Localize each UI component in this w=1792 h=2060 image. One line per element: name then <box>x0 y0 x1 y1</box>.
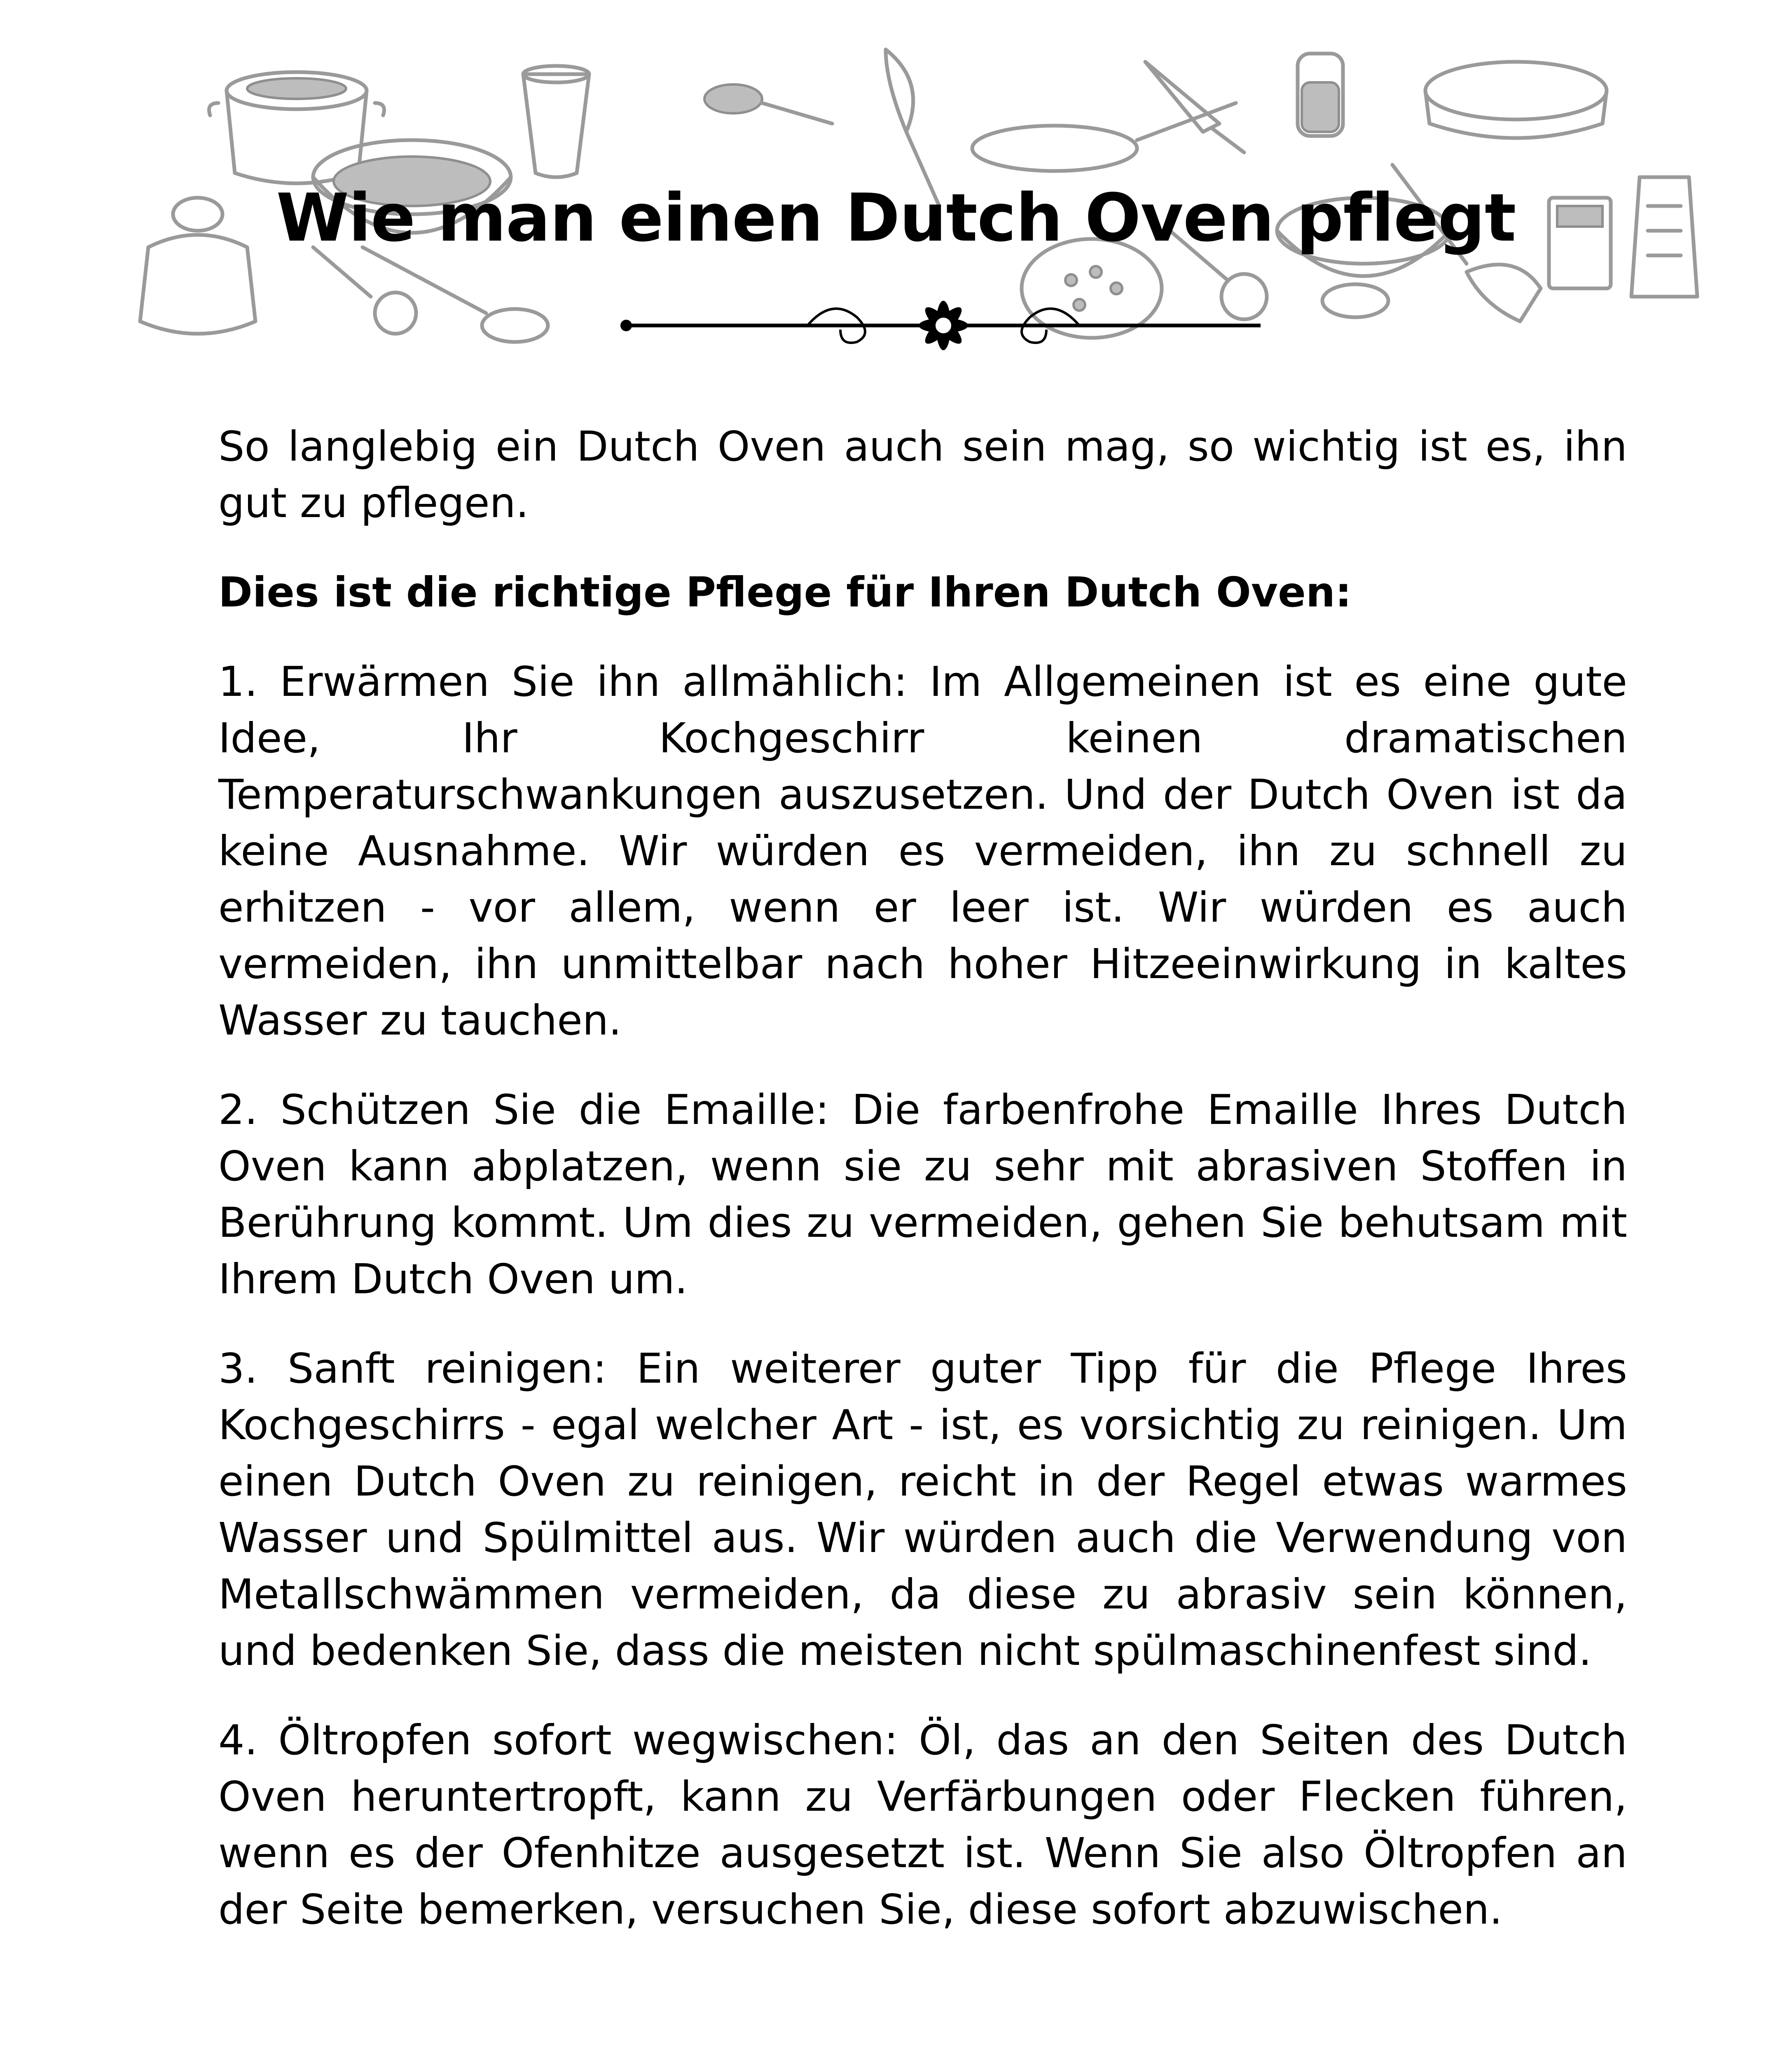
page-content <box>218 418 1627 1971</box>
tip-paragraph-4: 4. Öltropfen sofort wegwischen: Öl, das an den Seiten des Dutch Oven heruntertropft, kann zu Verfärbungen oder Flecken führen, wenn es der Ofenhitze ausgesetzt ist. Wenn Sie also Öltropfen an der Seite bemerken, versuchen Sie, diese sofort abzuwischen. <box>218 1716 1627 1934</box>
page-title: Wie man einen Dutch Oven pflegt <box>276 179 1516 256</box>
pan-icon <box>972 103 1236 171</box>
intro-paragraph: So langlebig ein Dutch Oven auch sein mag, so wichtig ist es, ihn gut zu pflegen. <box>218 422 1627 527</box>
skimmer-icon <box>313 247 416 334</box>
jar-icon <box>1298 54 1343 136</box>
cloth-icon <box>1467 265 1541 321</box>
tip-paragraph-2: 2. Schützen Sie die Emaille: Die farbenfrohe Emaille Ihres Dutch Oven kann abplatzen, wenn sie zu sehr mit abrasiven Stoffen in Berührung kommt. Um dies zu vermeiden, gehen Sie behutsam mit Ihrem Dutch Oven um. <box>218 1086 1627 1303</box>
belt-pan-icon <box>1425 62 1607 138</box>
tip-paragraph-1: 1. Erwärmen Sie ihn allmählich: Im Allgemeinen ist es eine gute Idee, Ihr Kochgeschirr keinen dramatischen Temperaturschwankungen auszusetzen. Und der Dutch Oven ist da keine Ausnahme. Wir würden es vermeiden, ihn zu schnell zu erhitzen - vor allem, wenn er leer ist. Wir würden es auch vermeiden, ihn unmittelbar nach hoher Hitzeeinwirkung in kaltes Wasser zu tauchen. <box>218 658 1627 1044</box>
tip-paragraph-3: 3. Sanft reinigen: Ein weiterer guter Tipp für die Pflege Ihres Kochgeschirrs - egal welcher Art - ist, es vorsichtig zu reinigen. Um einen Dutch Oven zu reinigen, reicht in der Regel etwas warmes Wasser und Spülmittel aus. Wir würden auch die Verwendung von Metallschwämmen vermeiden, da diese zu abrasiv sein können, und bedenken Sie, dass die meisten nicht spülmaschinenfest sind. <box>218 1344 1627 1675</box>
glass-icon <box>523 66 589 177</box>
section-heading: Dies ist die richtige Pflege für Ihren Dutch Oven: <box>218 568 1352 616</box>
spoon-icon <box>704 84 832 124</box>
flourish-divider-icon <box>618 272 1269 371</box>
